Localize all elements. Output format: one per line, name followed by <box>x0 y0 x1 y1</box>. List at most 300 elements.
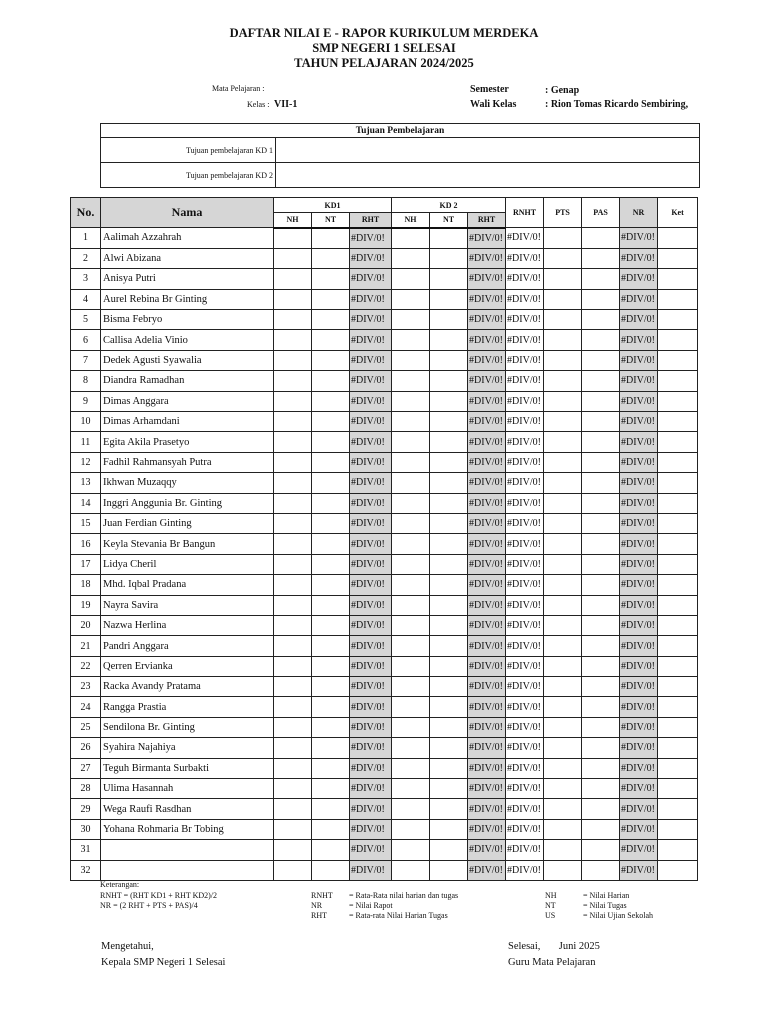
cell-kd2-nt[interactable] <box>430 412 468 432</box>
cell-kd2-rht[interactable]: #DIV/0! <box>468 595 506 615</box>
cell-ket[interactable] <box>658 330 698 350</box>
cell-rnht[interactable]: #DIV/0! <box>506 513 544 533</box>
cell-ket[interactable] <box>658 371 698 391</box>
cell-kd1-nh[interactable] <box>274 819 312 839</box>
cell-kd2-nh[interactable] <box>392 860 430 880</box>
cell-kd2-rht[interactable]: #DIV/0! <box>468 717 506 737</box>
cell-kd2-nh[interactable] <box>392 615 430 635</box>
cell-pts[interactable] <box>544 799 582 819</box>
row-nama[interactable]: Sendilona Br. Ginting <box>101 717 274 737</box>
cell-kd1-rht[interactable]: #DIV/0! <box>350 330 392 350</box>
row-nama[interactable] <box>101 860 274 880</box>
cell-kd1-nt[interactable] <box>312 779 350 799</box>
cell-pas[interactable] <box>582 656 620 676</box>
cell-kd2-rht[interactable]: #DIV/0! <box>468 350 506 370</box>
cell-kd2-rht[interactable]: #DIV/0! <box>468 371 506 391</box>
cell-pts[interactable] <box>544 636 582 656</box>
cell-kd1-nt[interactable] <box>312 656 350 676</box>
cell-pts[interactable] <box>544 391 582 411</box>
cell-nr[interactable]: #DIV/0! <box>620 575 658 595</box>
cell-kd2-nh[interactable] <box>392 595 430 615</box>
row-nama[interactable] <box>101 840 274 860</box>
cell-rnht[interactable]: #DIV/0! <box>506 248 544 268</box>
cell-kd1-rht[interactable]: #DIV/0! <box>350 840 392 860</box>
cell-kd2-nt[interactable] <box>430 717 468 737</box>
cell-pas[interactable] <box>582 534 620 554</box>
cell-pas[interactable] <box>582 677 620 697</box>
cell-nr[interactable]: #DIV/0! <box>620 717 658 737</box>
cell-rnht[interactable]: #DIV/0! <box>506 758 544 778</box>
cell-kd1-nh[interactable] <box>274 595 312 615</box>
cell-kd2-nt[interactable] <box>430 330 468 350</box>
cell-pas[interactable] <box>582 697 620 717</box>
cell-pts[interactable] <box>544 615 582 635</box>
cell-kd2-rht[interactable]: #DIV/0! <box>468 554 506 574</box>
cell-rnht[interactable]: #DIV/0! <box>506 799 544 819</box>
cell-kd1-nh[interactable] <box>274 493 312 513</box>
row-nama[interactable]: Fadhil Rahmansyah Putra <box>101 452 274 472</box>
cell-ket[interactable] <box>658 697 698 717</box>
cell-kd1-nh[interactable] <box>274 534 312 554</box>
cell-kd1-nh[interactable] <box>274 310 312 330</box>
cell-kd2-rht[interactable]: #DIV/0! <box>468 819 506 839</box>
cell-ket[interactable] <box>658 840 698 860</box>
cell-kd1-nt[interactable] <box>312 636 350 656</box>
cell-kd1-nt[interactable] <box>312 738 350 758</box>
cell-rnht[interactable]: #DIV/0! <box>506 779 544 799</box>
cell-nr[interactable]: #DIV/0! <box>620 697 658 717</box>
cell-kd1-rht[interactable]: #DIV/0! <box>350 636 392 656</box>
cell-kd2-rht[interactable]: #DIV/0! <box>468 575 506 595</box>
cell-kd1-nh[interactable] <box>274 248 312 268</box>
cell-kd2-nh[interactable] <box>392 493 430 513</box>
cell-ket[interactable] <box>658 717 698 737</box>
cell-rnht[interactable]: #DIV/0! <box>506 330 544 350</box>
cell-pas[interactable] <box>582 493 620 513</box>
cell-kd1-nh[interactable] <box>274 656 312 676</box>
cell-kd2-nh[interactable] <box>392 779 430 799</box>
cell-kd2-rht[interactable]: #DIV/0! <box>468 289 506 309</box>
cell-pts[interactable] <box>544 677 582 697</box>
cell-rnht[interactable]: #DIV/0! <box>506 636 544 656</box>
cell-kd1-nt[interactable] <box>312 248 350 268</box>
cell-kd1-rht[interactable]: #DIV/0! <box>350 819 392 839</box>
cell-kd2-nh[interactable] <box>392 554 430 574</box>
cell-pts[interactable] <box>544 350 582 370</box>
cell-rnht[interactable]: #DIV/0! <box>506 840 544 860</box>
cell-rnht[interactable]: #DIV/0! <box>506 819 544 839</box>
cell-kd2-rht[interactable]: #DIV/0! <box>468 248 506 268</box>
cell-rnht[interactable]: #DIV/0! <box>506 371 544 391</box>
cell-kd2-nh[interactable] <box>392 819 430 839</box>
row-nama[interactable]: Racka Avandy Pratama <box>101 677 274 697</box>
cell-ket[interactable] <box>658 595 698 615</box>
cell-kd2-rht[interactable]: #DIV/0! <box>468 513 506 533</box>
cell-ket[interactable] <box>658 636 698 656</box>
cell-kd1-rht[interactable]: #DIV/0! <box>350 493 392 513</box>
cell-nr[interactable]: #DIV/0! <box>620 228 658 249</box>
cell-kd2-nh[interactable] <box>392 534 430 554</box>
cell-kd2-rht[interactable]: #DIV/0! <box>468 840 506 860</box>
cell-kd1-rht[interactable]: #DIV/0! <box>350 452 392 472</box>
cell-kd1-nt[interactable] <box>312 717 350 737</box>
cell-kd2-nh[interactable] <box>392 656 430 676</box>
cell-kd1-nh[interactable] <box>274 228 312 249</box>
cell-pas[interactable] <box>582 840 620 860</box>
cell-pts[interactable] <box>544 575 582 595</box>
cell-nr[interactable]: #DIV/0! <box>620 391 658 411</box>
cell-ket[interactable] <box>658 738 698 758</box>
cell-ket[interactable] <box>658 412 698 432</box>
cell-kd1-rht[interactable]: #DIV/0! <box>350 391 392 411</box>
cell-nr[interactable]: #DIV/0! <box>620 819 658 839</box>
cell-kd1-nh[interactable] <box>274 575 312 595</box>
cell-kd1-rht[interactable]: #DIV/0! <box>350 534 392 554</box>
cell-kd2-nh[interactable] <box>392 412 430 432</box>
cell-kd2-nh[interactable] <box>392 371 430 391</box>
row-nama[interactable]: Ikhwan Muzaqqy <box>101 473 274 493</box>
cell-kd1-nh[interactable] <box>274 412 312 432</box>
cell-pts[interactable] <box>544 452 582 472</box>
cell-pas[interactable] <box>582 269 620 289</box>
row-nama[interactable]: Lidya Cheril <box>101 554 274 574</box>
cell-kd1-nh[interactable] <box>274 779 312 799</box>
cell-kd2-nh[interactable] <box>392 840 430 860</box>
cell-nr[interactable]: #DIV/0! <box>620 554 658 574</box>
cell-kd1-rht[interactable]: #DIV/0! <box>350 473 392 493</box>
cell-pts[interactable] <box>544 269 582 289</box>
cell-ket[interactable] <box>658 615 698 635</box>
cell-kd1-nt[interactable] <box>312 289 350 309</box>
cell-kd2-nt[interactable] <box>430 595 468 615</box>
cell-pas[interactable] <box>582 452 620 472</box>
cell-pas[interactable] <box>582 473 620 493</box>
cell-pts[interactable] <box>544 473 582 493</box>
cell-kd2-rht[interactable]: #DIV/0! <box>468 473 506 493</box>
cell-pts[interactable] <box>544 554 582 574</box>
cell-kd2-rht[interactable]: #DIV/0! <box>468 330 506 350</box>
cell-pts[interactable] <box>544 738 582 758</box>
cell-kd2-rht[interactable]: #DIV/0! <box>468 432 506 452</box>
cell-kd2-nh[interactable] <box>392 289 430 309</box>
cell-rnht[interactable]: #DIV/0! <box>506 493 544 513</box>
cell-ket[interactable] <box>658 310 698 330</box>
cell-nr[interactable]: #DIV/0! <box>620 779 658 799</box>
cell-nr[interactable]: #DIV/0! <box>620 310 658 330</box>
cell-rnht[interactable]: #DIV/0! <box>506 350 544 370</box>
cell-rnht[interactable]: #DIV/0! <box>506 452 544 472</box>
cell-kd1-rht[interactable]: #DIV/0! <box>350 677 392 697</box>
cell-kd1-nh[interactable] <box>274 513 312 533</box>
cell-kd1-nt[interactable] <box>312 595 350 615</box>
cell-kd1-nt[interactable] <box>312 412 350 432</box>
tujuan-kd1-input[interactable] <box>276 138 700 163</box>
cell-kd1-nt[interactable] <box>312 493 350 513</box>
cell-pas[interactable] <box>582 330 620 350</box>
cell-nr[interactable]: #DIV/0! <box>620 473 658 493</box>
cell-pas[interactable] <box>582 636 620 656</box>
cell-nr[interactable]: #DIV/0! <box>620 758 658 778</box>
cell-kd2-rht[interactable]: #DIV/0! <box>468 697 506 717</box>
cell-kd1-nh[interactable] <box>274 677 312 697</box>
cell-kd1-rht[interactable]: #DIV/0! <box>350 758 392 778</box>
cell-pts[interactable] <box>544 697 582 717</box>
cell-pts[interactable] <box>544 840 582 860</box>
cell-kd2-nh[interactable] <box>392 350 430 370</box>
row-nama[interactable]: Juan Ferdian Ginting <box>101 513 274 533</box>
cell-kd1-nh[interactable] <box>274 554 312 574</box>
cell-kd2-nt[interactable] <box>430 697 468 717</box>
row-nama[interactable]: Wega Raufi Rasdhan <box>101 799 274 819</box>
cell-rnht[interactable]: #DIV/0! <box>506 432 544 452</box>
cell-rnht[interactable]: #DIV/0! <box>506 615 544 635</box>
cell-ket[interactable] <box>658 473 698 493</box>
cell-nr[interactable]: #DIV/0! <box>620 840 658 860</box>
cell-pts[interactable] <box>544 513 582 533</box>
cell-kd1-nh[interactable] <box>274 738 312 758</box>
row-nama[interactable]: Egita Akila Prasetyo <box>101 432 274 452</box>
cell-kd1-nt[interactable] <box>312 432 350 452</box>
cell-kd1-nt[interactable] <box>312 391 350 411</box>
cell-kd1-rht[interactable]: #DIV/0! <box>350 412 392 432</box>
cell-nr[interactable]: #DIV/0! <box>620 534 658 554</box>
cell-ket[interactable] <box>658 391 698 411</box>
cell-nr[interactable]: #DIV/0! <box>620 799 658 819</box>
cell-pts[interactable] <box>544 228 582 249</box>
cell-pas[interactable] <box>582 371 620 391</box>
cell-pts[interactable] <box>544 860 582 880</box>
cell-kd1-rht[interactable]: #DIV/0! <box>350 350 392 370</box>
row-nama[interactable]: Qerren Ervianka <box>101 656 274 676</box>
cell-pas[interactable] <box>582 289 620 309</box>
row-nama[interactable]: Alwi Abizana <box>101 248 274 268</box>
cell-kd2-nt[interactable] <box>430 493 468 513</box>
cell-nr[interactable]: #DIV/0! <box>620 452 658 472</box>
cell-kd2-nh[interactable] <box>392 677 430 697</box>
cell-kd1-nh[interactable] <box>274 799 312 819</box>
cell-kd2-nh[interactable] <box>392 799 430 819</box>
cell-rnht[interactable]: #DIV/0! <box>506 554 544 574</box>
cell-pas[interactable] <box>582 819 620 839</box>
cell-nr[interactable]: #DIV/0! <box>620 860 658 880</box>
cell-ket[interactable] <box>658 758 698 778</box>
cell-kd2-nt[interactable] <box>430 432 468 452</box>
cell-pts[interactable] <box>544 819 582 839</box>
cell-kd1-rht[interactable]: #DIV/0! <box>350 228 392 249</box>
cell-kd1-nh[interactable] <box>274 615 312 635</box>
cell-kd2-rht[interactable]: #DIV/0! <box>468 799 506 819</box>
cell-pas[interactable] <box>582 248 620 268</box>
cell-ket[interactable] <box>658 656 698 676</box>
cell-kd1-rht[interactable]: #DIV/0! <box>350 738 392 758</box>
cell-kd2-nh[interactable] <box>392 636 430 656</box>
cell-kd1-nh[interactable] <box>274 289 312 309</box>
cell-kd1-rht[interactable]: #DIV/0! <box>350 595 392 615</box>
cell-kd2-rht[interactable]: #DIV/0! <box>468 534 506 554</box>
cell-kd1-nh[interactable] <box>274 330 312 350</box>
cell-kd2-nt[interactable] <box>430 677 468 697</box>
row-nama[interactable]: Mhd. Iqbal Pradana <box>101 575 274 595</box>
cell-kd2-nh[interactable] <box>392 248 430 268</box>
cell-kd2-nh[interactable] <box>392 228 430 249</box>
row-nama[interactable]: Syahira Najahiya <box>101 738 274 758</box>
cell-pts[interactable] <box>544 248 582 268</box>
cell-pas[interactable] <box>582 738 620 758</box>
cell-nr[interactable]: #DIV/0! <box>620 371 658 391</box>
cell-nr[interactable]: #DIV/0! <box>620 636 658 656</box>
cell-kd1-nh[interactable] <box>274 717 312 737</box>
cell-rnht[interactable]: #DIV/0! <box>506 228 544 249</box>
cell-kd2-rht[interactable]: #DIV/0! <box>468 269 506 289</box>
cell-kd2-rht[interactable]: #DIV/0! <box>468 310 506 330</box>
cell-kd2-rht[interactable]: #DIV/0! <box>468 228 506 249</box>
cell-kd1-rht[interactable]: #DIV/0! <box>350 289 392 309</box>
cell-kd1-nt[interactable] <box>312 575 350 595</box>
cell-kd1-nt[interactable] <box>312 840 350 860</box>
cell-kd1-nh[interactable] <box>274 697 312 717</box>
cell-rnht[interactable]: #DIV/0! <box>506 717 544 737</box>
cell-kd2-rht[interactable]: #DIV/0! <box>468 615 506 635</box>
cell-ket[interactable] <box>658 350 698 370</box>
cell-rnht[interactable]: #DIV/0! <box>506 310 544 330</box>
cell-kd1-rht[interactable]: #DIV/0! <box>350 799 392 819</box>
cell-kd1-nh[interactable] <box>274 758 312 778</box>
row-nama[interactable]: Diandra Ramadhan <box>101 371 274 391</box>
cell-kd2-nt[interactable] <box>430 799 468 819</box>
cell-ket[interactable] <box>658 289 698 309</box>
cell-kd2-nt[interactable] <box>430 554 468 574</box>
cell-kd2-rht[interactable]: #DIV/0! <box>468 452 506 472</box>
cell-kd2-nt[interactable] <box>430 738 468 758</box>
cell-rnht[interactable]: #DIV/0! <box>506 738 544 758</box>
cell-kd2-nt[interactable] <box>430 636 468 656</box>
cell-kd2-nt[interactable] <box>430 779 468 799</box>
cell-kd1-nh[interactable] <box>274 391 312 411</box>
row-nama[interactable]: Anisya Putri <box>101 269 274 289</box>
cell-kd2-rht[interactable]: #DIV/0! <box>468 656 506 676</box>
cell-kd1-rht[interactable]: #DIV/0! <box>350 371 392 391</box>
cell-pas[interactable] <box>582 513 620 533</box>
cell-ket[interactable] <box>658 534 698 554</box>
cell-kd1-nt[interactable] <box>312 228 350 249</box>
cell-rnht[interactable]: #DIV/0! <box>506 412 544 432</box>
cell-kd2-rht[interactable]: #DIV/0! <box>468 738 506 758</box>
cell-kd2-nt[interactable] <box>430 289 468 309</box>
cell-kd2-nt[interactable] <box>430 248 468 268</box>
cell-pts[interactable] <box>544 758 582 778</box>
cell-kd1-nt[interactable] <box>312 452 350 472</box>
row-nama[interactable]: Aalimah Azzahrah <box>101 228 274 249</box>
cell-kd2-nt[interactable] <box>430 350 468 370</box>
cell-kd1-nt[interactable] <box>312 799 350 819</box>
cell-pts[interactable] <box>544 779 582 799</box>
cell-kd2-rht[interactable]: #DIV/0! <box>468 493 506 513</box>
cell-nr[interactable]: #DIV/0! <box>620 350 658 370</box>
row-nama[interactable]: Ulima Hasannah <box>101 779 274 799</box>
cell-rnht[interactable]: #DIV/0! <box>506 677 544 697</box>
cell-rnht[interactable]: #DIV/0! <box>506 473 544 493</box>
cell-kd2-nh[interactable] <box>392 717 430 737</box>
cell-nr[interactable]: #DIV/0! <box>620 493 658 513</box>
cell-kd1-nh[interactable] <box>274 432 312 452</box>
cell-kd2-nt[interactable] <box>430 513 468 533</box>
cell-kd1-nh[interactable] <box>274 636 312 656</box>
cell-kd1-nt[interactable] <box>312 330 350 350</box>
cell-kd2-rht[interactable]: #DIV/0! <box>468 860 506 880</box>
cell-pas[interactable] <box>582 860 620 880</box>
cell-kd1-rht[interactable]: #DIV/0! <box>350 860 392 880</box>
cell-kd1-rht[interactable]: #DIV/0! <box>350 575 392 595</box>
cell-pas[interactable] <box>582 717 620 737</box>
cell-kd1-rht[interactable]: #DIV/0! <box>350 717 392 737</box>
cell-kd1-nt[interactable] <box>312 269 350 289</box>
cell-kd1-nt[interactable] <box>312 615 350 635</box>
cell-nr[interactable]: #DIV/0! <box>620 615 658 635</box>
cell-kd1-rht[interactable]: #DIV/0! <box>350 554 392 574</box>
cell-rnht[interactable]: #DIV/0! <box>506 595 544 615</box>
cell-kd2-nh[interactable] <box>392 738 430 758</box>
cell-ket[interactable] <box>658 799 698 819</box>
row-nama[interactable]: Dimas Arhamdani <box>101 412 274 432</box>
cell-kd1-nt[interactable] <box>312 310 350 330</box>
cell-pts[interactable] <box>544 534 582 554</box>
cell-pas[interactable] <box>582 799 620 819</box>
cell-nr[interactable]: #DIV/0! <box>620 289 658 309</box>
cell-nr[interactable]: #DIV/0! <box>620 330 658 350</box>
cell-kd2-nh[interactable] <box>392 391 430 411</box>
cell-pts[interactable] <box>544 595 582 615</box>
cell-kd2-rht[interactable]: #DIV/0! <box>468 779 506 799</box>
cell-kd2-rht[interactable]: #DIV/0! <box>468 758 506 778</box>
cell-kd2-nt[interactable] <box>430 819 468 839</box>
cell-pts[interactable] <box>544 330 582 350</box>
tujuan-kd2-input[interactable] <box>276 163 700 188</box>
cell-kd2-nh[interactable] <box>392 452 430 472</box>
cell-kd1-nt[interactable] <box>312 513 350 533</box>
cell-kd1-nt[interactable] <box>312 534 350 554</box>
cell-pts[interactable] <box>544 289 582 309</box>
cell-nr[interactable]: #DIV/0! <box>620 677 658 697</box>
cell-pas[interactable] <box>582 350 620 370</box>
cell-kd1-rht[interactable]: #DIV/0! <box>350 697 392 717</box>
cell-kd2-nt[interactable] <box>430 534 468 554</box>
cell-kd2-nt[interactable] <box>430 310 468 330</box>
cell-kd1-rht[interactable]: #DIV/0! <box>350 779 392 799</box>
cell-ket[interactable] <box>658 432 698 452</box>
cell-kd2-nt[interactable] <box>430 269 468 289</box>
cell-kd1-rht[interactable]: #DIV/0! <box>350 269 392 289</box>
cell-pas[interactable] <box>582 595 620 615</box>
cell-nr[interactable]: #DIV/0! <box>620 412 658 432</box>
row-nama[interactable]: Yohana Rohmaria Br Tobing <box>101 819 274 839</box>
cell-kd1-rht[interactable]: #DIV/0! <box>350 656 392 676</box>
cell-ket[interactable] <box>658 452 698 472</box>
cell-kd2-nh[interactable] <box>392 758 430 778</box>
cell-pas[interactable] <box>582 615 620 635</box>
cell-nr[interactable]: #DIV/0! <box>620 248 658 268</box>
cell-pas[interactable] <box>582 310 620 330</box>
cell-kd1-nt[interactable] <box>312 697 350 717</box>
cell-ket[interactable] <box>658 575 698 595</box>
cell-kd1-nh[interactable] <box>274 860 312 880</box>
cell-rnht[interactable]: #DIV/0! <box>506 697 544 717</box>
cell-pts[interactable] <box>544 493 582 513</box>
cell-rnht[interactable]: #DIV/0! <box>506 534 544 554</box>
cell-kd1-nh[interactable] <box>274 350 312 370</box>
cell-pts[interactable] <box>544 310 582 330</box>
cell-rnht[interactable]: #DIV/0! <box>506 575 544 595</box>
cell-nr[interactable]: #DIV/0! <box>620 432 658 452</box>
